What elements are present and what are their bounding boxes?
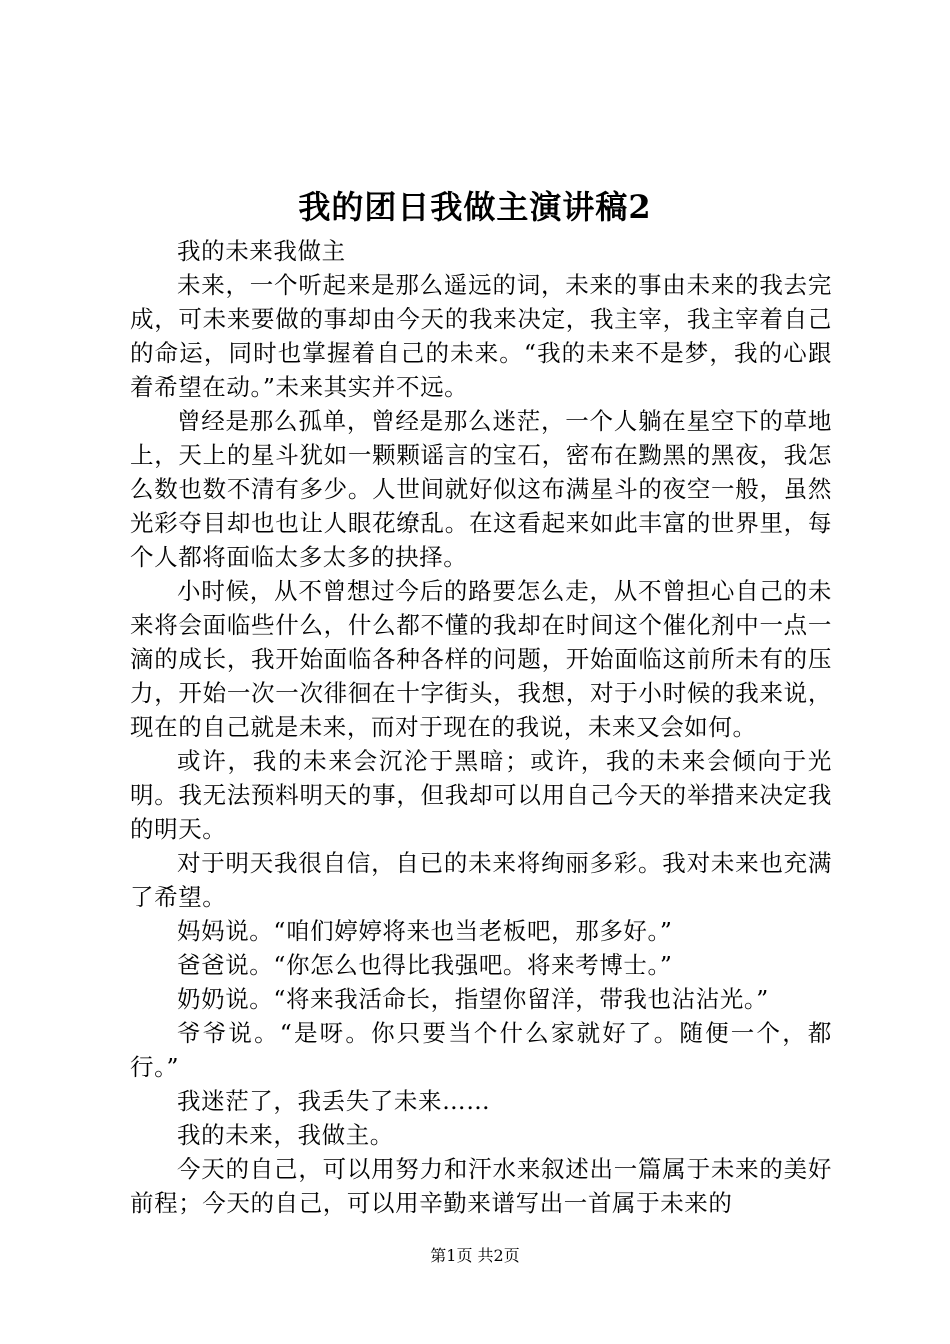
document-body [130,234,832,1220]
paragraph: 奶奶说。“将来我活命长，指望你留洋，带我也沾沾光。” [177,985,769,1013]
paragraph: 曾经是那么孤单，曾经是那么迷茫，一个人躺在星空下的草地上，天上的星斗犹如一颗颗谣言的宝石，密布在黝黑的黑夜，我怎么数也数不清有多少。人世间就好似这布满星斗的夜空一般，虽然光彩夺目却也也让人眼花缭乱。在这看起来如此丰富的世界里，每个人都将面临太多太多的抉择。 [130,407,832,571]
page-number-footer: 第1页 共2页 [430,1246,520,1265]
paragraph: 我的未来，我做主。 [177,1121,394,1149]
paragraph: 我迷茫了，我丢失了未来…… [177,1087,491,1115]
paragraph: 爸爸说。“你怎么也得比我强吧。将来考博士。” [177,951,673,979]
paragraph: 或许，我的未来会沉沦于黑暗；或许，我的未来会倾向于光明。我无法预料明天的事，但我却可以用自己今天的举措来决定我的明天。 [130,747,832,843]
paragraph: 小时候，从不曾想过今后的路要怎么走，从不曾担心自己的未来将会面临些什么，什么都不懂的我却在时间这个催化剂中一点一滴的成长，我开始面临各种各样的问题，开始面临这前所未有的压力，开始一次一次徘徊在十字街头，我想，对于小时候的我来说，现在的自己就是未来，而对于现在的我说，未来又会如何。 [130,577,832,741]
document-title: 我的团日我做主演讲稿2 [298,188,652,226]
paragraph: 今天的自己，可以用努力和汗水来叙述出一篇属于未来的美好前程；今天的自己，可以用辛勤来谱写出一首属于未来的 [130,1155,832,1217]
paragraph: 未来，一个听起来是那么遥远的词，未来的事由未来的我去完成，可未来要做的事却由今天的我来决定，我主宰，我主宰着自己的命运，同时也掌握着自己的未来。“我的未来不是梦，我的心跟着希望在动。”未来其实并不远。 [130,271,832,401]
paragraph: 对于明天我很自信，自已的未来将绚丽多彩。我对未来也充满了希望。 [130,849,832,911]
paragraph-subtitle: 我的未来我做主 [177,237,346,265]
paragraph: 妈妈说。“咱们婷婷将来也当老板吧，那多好。” [177,917,673,945]
paragraph: 爷爷说。“是呀。你只要当个什么家就好了。随便一个，都行。” [130,1019,832,1081]
